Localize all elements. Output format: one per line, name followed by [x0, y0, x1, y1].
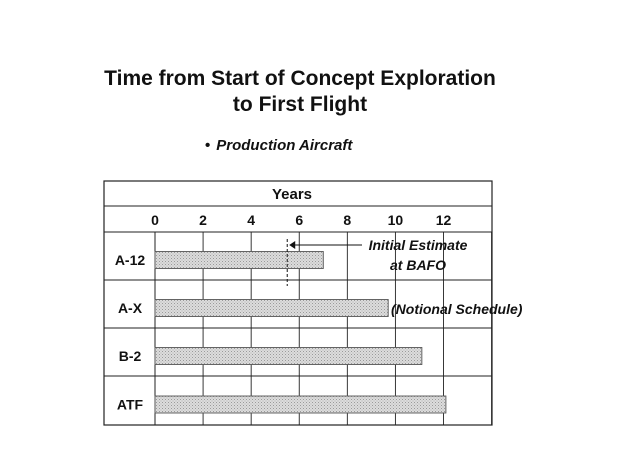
x-tick-label: 0	[151, 212, 159, 228]
bar-b-2	[155, 348, 422, 365]
annotation-bafo-line2: at BAFO	[390, 257, 446, 273]
x-tick-label: 10	[387, 212, 404, 228]
x-tick-label: 6	[295, 212, 304, 228]
category-label: A-X	[117, 300, 143, 316]
annotation-notional: (Notional Schedule)	[391, 301, 523, 317]
x-tick-label: 2	[199, 212, 207, 228]
axis-header: Years	[271, 186, 313, 203]
category-label: B-2	[118, 348, 142, 364]
bar-atf	[155, 396, 446, 413]
subtitle-text: Production Aircraft	[216, 137, 353, 154]
annotation-bafo-line1: Initial Estimate	[368, 237, 468, 253]
category-label: A-12	[114, 252, 146, 268]
category-label: ATF	[116, 396, 144, 413]
bullet-icon: •	[205, 137, 211, 154]
bar-a-x	[155, 300, 388, 317]
arrow-left-icon	[289, 241, 295, 249]
title-line-2: to First Flight	[232, 93, 368, 116]
x-tick-label: 4	[247, 212, 256, 228]
bar-a-12	[155, 252, 323, 269]
title-line-1: Time from Start of Concept Exploration	[104, 67, 496, 90]
x-tick-label: 12	[435, 212, 452, 228]
x-tick-label: 8	[343, 212, 352, 228]
